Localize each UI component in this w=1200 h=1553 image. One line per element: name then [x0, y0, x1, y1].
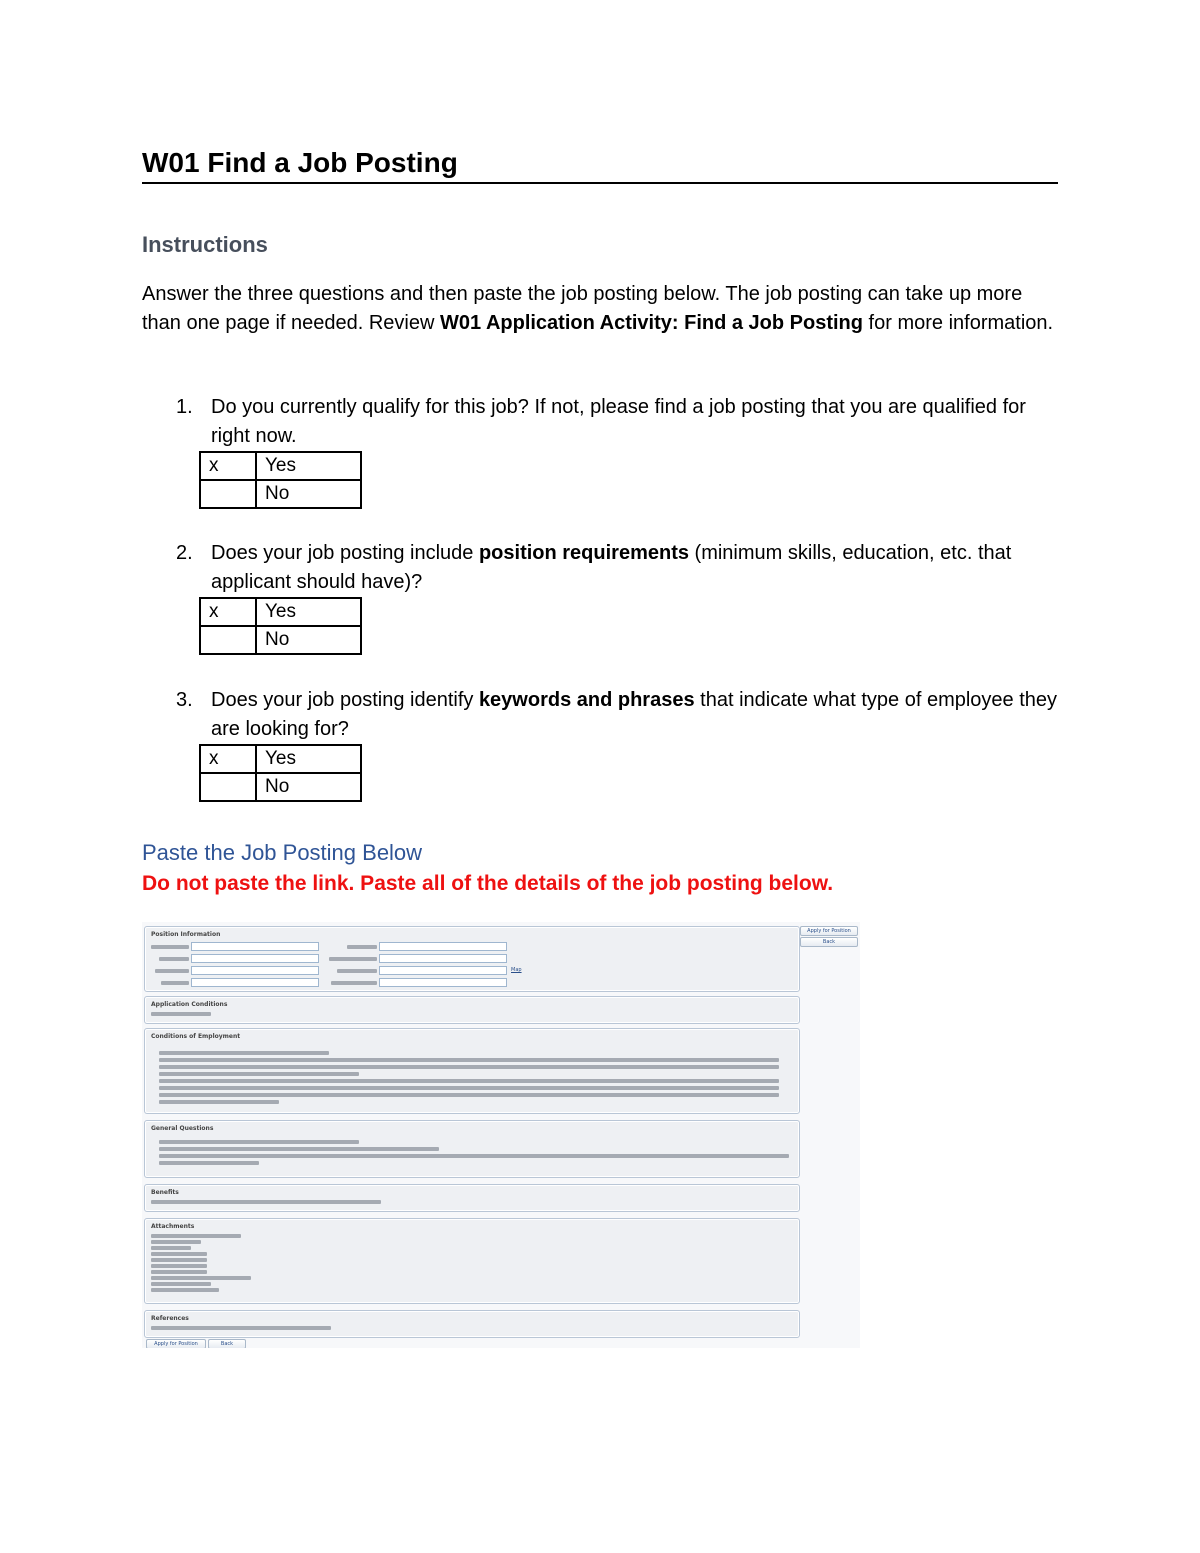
- application-conditions-heading: Application Conditions: [151, 1001, 228, 1008]
- question-3-no-mark[interactable]: [200, 773, 256, 801]
- text-line: [151, 1234, 241, 1238]
- references-panel: [144, 1310, 800, 1338]
- general-questions-heading: General Questions: [151, 1125, 214, 1132]
- text-line: [159, 1100, 279, 1104]
- apply-for-position-button[interactable]: Apply for Position: [800, 926, 858, 936]
- field-box: [379, 966, 507, 975]
- question-1-option-yes: [200, 452, 361, 480]
- text-line: [159, 1065, 779, 1069]
- field-box: [379, 942, 507, 951]
- question-2-yes-mark[interactable]: x: [200, 598, 256, 626]
- application-conditions-panel: [144, 996, 800, 1024]
- back-button-top[interactable]: Back: [800, 937, 858, 947]
- text-line: [159, 1058, 779, 1062]
- field-box: [379, 978, 507, 987]
- general-questions-panel: [144, 1120, 800, 1178]
- question-3-text-bold: keywords and phrases: [478, 689, 695, 711]
- text-line: [159, 1079, 779, 1083]
- position-information-panel: [144, 926, 800, 992]
- text-line: [151, 1240, 201, 1244]
- intro-paragraph: [142, 280, 1058, 338]
- question-2-yes-label: Yes: [256, 598, 361, 626]
- references-heading: References: [151, 1315, 189, 1322]
- question-1-no-mark[interactable]: [200, 480, 256, 508]
- question-2-text-after: (minimum skills, education, etc. that applicant should have)?: [211, 542, 1012, 593]
- attachments-heading: Attachments: [151, 1223, 195, 1230]
- question-1-text: Do you currently qualify for this job? If not, please find a job posting that you are qualified for right now.: [211, 396, 1026, 447]
- question-2-no-mark[interactable]: [200, 626, 256, 654]
- paste-heading: Paste the Job Posting Below: [142, 840, 423, 865]
- question-3-text-after: that indicate what type of employee they are looking for?: [211, 689, 1058, 740]
- field-line: [161, 981, 189, 985]
- question-2-number: 2.: [176, 542, 193, 564]
- page-title: W01 Find a Job Posting: [142, 146, 1058, 184]
- question-3-text: [211, 686, 1058, 744]
- text-line: [151, 1276, 251, 1280]
- text-line: [151, 1326, 331, 1330]
- question-3-number: 3.: [176, 689, 193, 711]
- field-line: [151, 945, 189, 949]
- question-3-answer-table: [199, 744, 362, 802]
- question-2-no-label: No: [256, 626, 361, 654]
- intro-text-1: Answer the three questions and then paste the job posting below. The job posting can take up more than one page if needed. Review: [142, 283, 1023, 334]
- question-1-yes-label: Yes: [256, 452, 361, 480]
- paste-warning: Do not paste the link. Paste all of the details of the job posting below.: [142, 872, 834, 895]
- question-2: [142, 539, 1058, 655]
- field-box: [191, 966, 319, 975]
- conditions-of-employment-panel: [144, 1028, 800, 1114]
- text-line: [151, 1264, 207, 1268]
- apply-for-position-button-bottom[interactable]: Apply for Position: [146, 1339, 206, 1348]
- question-1: [142, 393, 1058, 509]
- text-line: [159, 1086, 779, 1090]
- question-3-no-label: No: [256, 773, 361, 801]
- field-line: [337, 969, 377, 973]
- instructions-heading: Instructions: [142, 232, 268, 257]
- field-line: [329, 957, 377, 961]
- text-line: [159, 1154, 789, 1158]
- text-line: [159, 1161, 259, 1165]
- question-1-no-label: No: [256, 480, 361, 508]
- question-1-answer-table: [199, 451, 362, 509]
- attachments-panel: [144, 1218, 800, 1304]
- question-2-text: [211, 539, 1058, 597]
- text-line: [151, 1282, 211, 1286]
- question-1-number: 1.: [176, 396, 193, 418]
- question-3-yes-mark[interactable]: x: [200, 745, 256, 773]
- question-1-option-no: [200, 480, 361, 508]
- text-line: [159, 1140, 359, 1144]
- field-line: [331, 981, 377, 985]
- question-1-yes-mark[interactable]: x: [200, 452, 256, 480]
- intro-activity-title: W01 Application Activity: Find a Job Posting: [440, 312, 863, 334]
- field-box: [191, 954, 319, 963]
- text-line: [151, 1200, 381, 1204]
- question-3-yes-label: Yes: [256, 745, 361, 773]
- question-2-option-no: [200, 626, 361, 654]
- question-2-option-yes: [200, 598, 361, 626]
- back-button-bottom[interactable]: Back: [208, 1339, 246, 1348]
- text-line: [159, 1147, 439, 1151]
- intro-text-2: for more information.: [863, 312, 1054, 334]
- text-line: [159, 1072, 359, 1076]
- question-3-option-yes: [200, 745, 361, 773]
- question-3: [142, 686, 1058, 802]
- text-line: [151, 1246, 191, 1250]
- field-box: [191, 942, 319, 951]
- question-2-text-before: Does your job posting include: [211, 542, 479, 564]
- question-2-answer-table: [199, 597, 362, 655]
- text-line: [151, 1288, 219, 1292]
- field-line: [155, 969, 189, 973]
- question-2-text-bold: position requirements: [478, 542, 689, 564]
- conditions-of-employment-heading: Conditions of Employment: [151, 1033, 241, 1040]
- text-line: [151, 1270, 207, 1274]
- map-link[interactable]: Map: [511, 967, 522, 973]
- text-line: [151, 1258, 207, 1262]
- text-line: [151, 1252, 207, 1256]
- text-line: [151, 1012, 211, 1016]
- field-box: [191, 978, 319, 987]
- field-box: [379, 954, 507, 963]
- text-line: [159, 1093, 779, 1097]
- question-3-text-before: Does your job posting identify: [211, 689, 479, 711]
- embedded-job-posting-image: [142, 922, 860, 1348]
- benefits-panel: [144, 1184, 800, 1212]
- field-line: [347, 945, 377, 949]
- field-line: [159, 957, 189, 961]
- question-3-option-no: [200, 773, 361, 801]
- text-line: [159, 1051, 329, 1055]
- benefits-heading: Benefits: [151, 1189, 179, 1196]
- position-information-heading: Position Information: [151, 931, 221, 938]
